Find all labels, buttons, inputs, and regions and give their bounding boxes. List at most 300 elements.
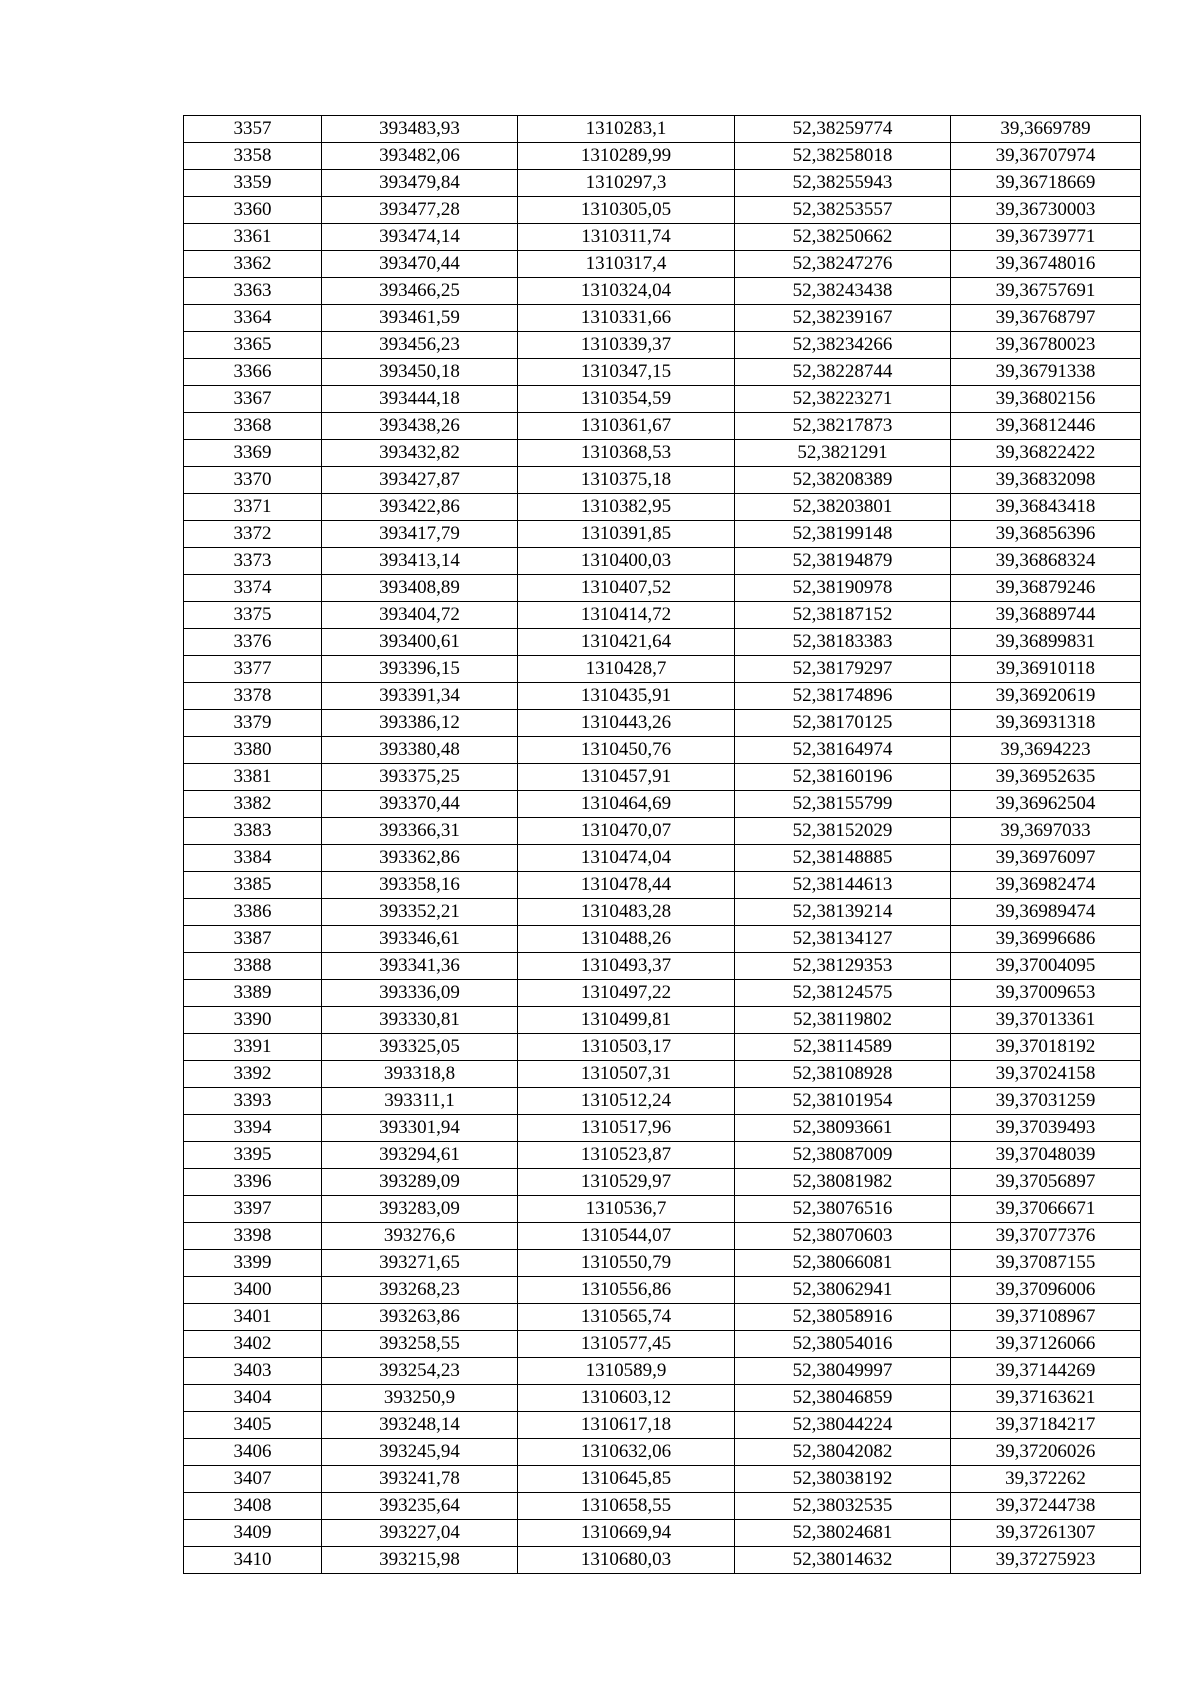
- y-coordinate-cell: 1310669,94: [518, 1520, 735, 1547]
- point-number-cell: 3367: [184, 386, 322, 413]
- y-coordinate-cell: 1310391,85: [518, 521, 735, 548]
- longitude-cell: 39,37206026: [951, 1439, 1141, 1466]
- y-coordinate-cell: 1310577,45: [518, 1331, 735, 1358]
- point-number-cell: 3358: [184, 143, 322, 170]
- x-coordinate-cell: 393330,81: [322, 1007, 518, 1034]
- point-number-cell: 3382: [184, 791, 322, 818]
- x-coordinate-cell: 393241,78: [322, 1466, 518, 1493]
- latitude-cell: 52,38038192: [735, 1466, 951, 1493]
- table-row: [184, 953, 1141, 980]
- point-number-cell: 3360: [184, 197, 322, 224]
- y-coordinate-cell: 1310305,05: [518, 197, 735, 224]
- x-coordinate-cell: 393370,44: [322, 791, 518, 818]
- y-coordinate-cell: 1310483,28: [518, 899, 735, 926]
- point-number-cell: 3398: [184, 1223, 322, 1250]
- point-number-cell: 3386: [184, 899, 322, 926]
- longitude-cell: 39,3669789: [951, 116, 1141, 143]
- x-coordinate-cell: 393318,8: [322, 1061, 518, 1088]
- point-number-cell: 3388: [184, 953, 322, 980]
- y-coordinate-cell: 1310529,97: [518, 1169, 735, 1196]
- point-number-cell: 3400: [184, 1277, 322, 1304]
- latitude-cell: 52,38087009: [735, 1142, 951, 1169]
- x-coordinate-cell: 393438,26: [322, 413, 518, 440]
- point-number-cell: 3380: [184, 737, 322, 764]
- x-coordinate-cell: 393336,09: [322, 980, 518, 1007]
- x-coordinate-cell: 393432,82: [322, 440, 518, 467]
- x-coordinate-cell: 393362,86: [322, 845, 518, 872]
- latitude-cell: 52,38046859: [735, 1385, 951, 1412]
- y-coordinate-cell: 1310283,1: [518, 116, 735, 143]
- x-coordinate-cell: 393396,15: [322, 656, 518, 683]
- longitude-cell: 39,37126066: [951, 1331, 1141, 1358]
- longitude-cell: 39,36739771: [951, 224, 1141, 251]
- x-coordinate-cell: 393391,34: [322, 683, 518, 710]
- point-number-cell: 3404: [184, 1385, 322, 1412]
- table-row: [184, 386, 1141, 413]
- latitude-cell: 52,38253557: [735, 197, 951, 224]
- latitude-cell: 52,38049997: [735, 1358, 951, 1385]
- longitude-cell: 39,36879246: [951, 575, 1141, 602]
- point-number-cell: 3361: [184, 224, 322, 251]
- x-coordinate-cell: 393466,25: [322, 278, 518, 305]
- latitude-cell: 52,38208389: [735, 467, 951, 494]
- point-number-cell: 3379: [184, 710, 322, 737]
- table-row: [184, 1250, 1141, 1277]
- longitude-cell: 39,36996686: [951, 926, 1141, 953]
- point-number-cell: 3368: [184, 413, 322, 440]
- longitude-cell: 39,36822422: [951, 440, 1141, 467]
- point-number-cell: 3399: [184, 1250, 322, 1277]
- longitude-cell: 39,36802156: [951, 386, 1141, 413]
- table-row: [184, 575, 1141, 602]
- table-row: [184, 1223, 1141, 1250]
- point-number-cell: 3390: [184, 1007, 322, 1034]
- y-coordinate-cell: 1310464,69: [518, 791, 735, 818]
- y-coordinate-cell: 1310400,03: [518, 548, 735, 575]
- y-coordinate-cell: 1310421,64: [518, 629, 735, 656]
- y-coordinate-cell: 1310361,67: [518, 413, 735, 440]
- latitude-cell: 52,38187152: [735, 602, 951, 629]
- point-number-cell: 3389: [184, 980, 322, 1007]
- latitude-cell: 52,38258018: [735, 143, 951, 170]
- table-row: [184, 710, 1141, 737]
- table-row: [184, 1547, 1141, 1574]
- y-coordinate-cell: 1310493,37: [518, 953, 735, 980]
- x-coordinate-cell: 393404,72: [322, 602, 518, 629]
- longitude-cell: 39,36843418: [951, 494, 1141, 521]
- y-coordinate-cell: 1310550,79: [518, 1250, 735, 1277]
- point-number-cell: 3381: [184, 764, 322, 791]
- x-coordinate-cell: 393248,14: [322, 1412, 518, 1439]
- table-row: [184, 440, 1141, 467]
- x-coordinate-cell: 393386,12: [322, 710, 518, 737]
- point-number-cell: 3385: [184, 872, 322, 899]
- x-coordinate-cell: 393276,6: [322, 1223, 518, 1250]
- x-coordinate-cell: 393235,64: [322, 1493, 518, 1520]
- longitude-cell: 39,37244738: [951, 1493, 1141, 1520]
- coordinates-table-body: [184, 116, 1141, 1574]
- y-coordinate-cell: 1310407,52: [518, 575, 735, 602]
- latitude-cell: 52,38093661: [735, 1115, 951, 1142]
- x-coordinate-cell: 393250,9: [322, 1385, 518, 1412]
- x-coordinate-cell: 393283,09: [322, 1196, 518, 1223]
- table-row: [184, 602, 1141, 629]
- longitude-cell: 39,36780023: [951, 332, 1141, 359]
- latitude-cell: 52,38223271: [735, 386, 951, 413]
- table-row: [184, 656, 1141, 683]
- x-coordinate-cell: 393380,48: [322, 737, 518, 764]
- table-row: [184, 1358, 1141, 1385]
- table-row: [184, 251, 1141, 278]
- y-coordinate-cell: 1310589,9: [518, 1358, 735, 1385]
- latitude-cell: 52,38174896: [735, 683, 951, 710]
- latitude-cell: 52,38081982: [735, 1169, 951, 1196]
- longitude-cell: 39,36832098: [951, 467, 1141, 494]
- table-row: [184, 332, 1141, 359]
- longitude-cell: 39,3697033: [951, 818, 1141, 845]
- x-coordinate-cell: 393422,86: [322, 494, 518, 521]
- latitude-cell: 52,38032535: [735, 1493, 951, 1520]
- latitude-cell: 52,38058916: [735, 1304, 951, 1331]
- latitude-cell: 52,38255943: [735, 170, 951, 197]
- longitude-cell: 39,37261307: [951, 1520, 1141, 1547]
- x-coordinate-cell: 393417,79: [322, 521, 518, 548]
- point-number-cell: 3369: [184, 440, 322, 467]
- latitude-cell: 52,38062941: [735, 1277, 951, 1304]
- point-number-cell: 3410: [184, 1547, 322, 1574]
- x-coordinate-cell: 393301,94: [322, 1115, 518, 1142]
- table-row: [184, 926, 1141, 953]
- table-row: [184, 521, 1141, 548]
- point-number-cell: 3401: [184, 1304, 322, 1331]
- longitude-cell: 39,36889744: [951, 602, 1141, 629]
- latitude-cell: 52,38044224: [735, 1412, 951, 1439]
- longitude-cell: 39,36791338: [951, 359, 1141, 386]
- longitude-cell: 39,3694223: [951, 737, 1141, 764]
- longitude-cell: 39,37056897: [951, 1169, 1141, 1196]
- latitude-cell: 52,38234266: [735, 332, 951, 359]
- y-coordinate-cell: 1310523,87: [518, 1142, 735, 1169]
- point-number-cell: 3362: [184, 251, 322, 278]
- table-row: [184, 1034, 1141, 1061]
- table-row: [184, 1412, 1141, 1439]
- y-coordinate-cell: 1310488,26: [518, 926, 735, 953]
- y-coordinate-cell: 1310499,81: [518, 1007, 735, 1034]
- table-row: [184, 1493, 1141, 1520]
- table-row: [184, 872, 1141, 899]
- longitude-cell: 39,36718669: [951, 170, 1141, 197]
- latitude-cell: 52,38243438: [735, 278, 951, 305]
- table-row: [184, 116, 1141, 143]
- y-coordinate-cell: 1310645,85: [518, 1466, 735, 1493]
- point-number-cell: 3407: [184, 1466, 322, 1493]
- longitude-cell: 39,37087155: [951, 1250, 1141, 1277]
- x-coordinate-cell: 393483,93: [322, 116, 518, 143]
- table-row: [184, 845, 1141, 872]
- latitude-cell: 52,38217873: [735, 413, 951, 440]
- y-coordinate-cell: 1310632,06: [518, 1439, 735, 1466]
- longitude-cell: 39,37039493: [951, 1115, 1141, 1142]
- x-coordinate-cell: 393227,04: [322, 1520, 518, 1547]
- y-coordinate-cell: 1310311,74: [518, 224, 735, 251]
- x-coordinate-cell: 393294,61: [322, 1142, 518, 1169]
- x-coordinate-cell: 393482,06: [322, 143, 518, 170]
- point-number-cell: 3364: [184, 305, 322, 332]
- latitude-cell: 52,38170125: [735, 710, 951, 737]
- latitude-cell: 52,38160196: [735, 764, 951, 791]
- latitude-cell: 52,38194879: [735, 548, 951, 575]
- longitude-cell: 39,36812446: [951, 413, 1141, 440]
- longitude-cell: 39,37004095: [951, 953, 1141, 980]
- y-coordinate-cell: 1310617,18: [518, 1412, 735, 1439]
- longitude-cell: 39,36931318: [951, 710, 1141, 737]
- table-row: [184, 197, 1141, 224]
- x-coordinate-cell: 393311,1: [322, 1088, 518, 1115]
- y-coordinate-cell: 1310457,91: [518, 764, 735, 791]
- point-number-cell: 3383: [184, 818, 322, 845]
- x-coordinate-cell: 393444,18: [322, 386, 518, 413]
- table-row: [184, 278, 1141, 305]
- table-row: [184, 818, 1141, 845]
- table-row: [184, 1115, 1141, 1142]
- point-number-cell: 3395: [184, 1142, 322, 1169]
- point-number-cell: 3384: [184, 845, 322, 872]
- longitude-cell: 39,36899831: [951, 629, 1141, 656]
- point-number-cell: 3374: [184, 575, 322, 602]
- x-coordinate-cell: 393268,23: [322, 1277, 518, 1304]
- longitude-cell: 39,36962504: [951, 791, 1141, 818]
- longitude-cell: 39,37163621: [951, 1385, 1141, 1412]
- x-coordinate-cell: 393289,09: [322, 1169, 518, 1196]
- longitude-cell: 39,37275923: [951, 1547, 1141, 1574]
- latitude-cell: 52,38164974: [735, 737, 951, 764]
- latitude-cell: 52,38190978: [735, 575, 951, 602]
- table-row: [184, 737, 1141, 764]
- x-coordinate-cell: 393479,84: [322, 170, 518, 197]
- y-coordinate-cell: 1310382,95: [518, 494, 735, 521]
- longitude-cell: 39,36856396: [951, 521, 1141, 548]
- longitude-cell: 39,37018192: [951, 1034, 1141, 1061]
- y-coordinate-cell: 1310536,7: [518, 1196, 735, 1223]
- table-row: [184, 1088, 1141, 1115]
- x-coordinate-cell: 393325,05: [322, 1034, 518, 1061]
- point-number-cell: 3396: [184, 1169, 322, 1196]
- longitude-cell: 39,37031259: [951, 1088, 1141, 1115]
- y-coordinate-cell: 1310680,03: [518, 1547, 735, 1574]
- latitude-cell: 52,38179297: [735, 656, 951, 683]
- table-row: [184, 1007, 1141, 1034]
- latitude-cell: 52,38152029: [735, 818, 951, 845]
- point-number-cell: 3387: [184, 926, 322, 953]
- latitude-cell: 52,38199148: [735, 521, 951, 548]
- x-coordinate-cell: 393450,18: [322, 359, 518, 386]
- point-number-cell: 3397: [184, 1196, 322, 1223]
- x-coordinate-cell: 393263,86: [322, 1304, 518, 1331]
- longitude-cell: 39,36982474: [951, 872, 1141, 899]
- latitude-cell: 52,38076516: [735, 1196, 951, 1223]
- latitude-cell: 52,38203801: [735, 494, 951, 521]
- y-coordinate-cell: 1310368,53: [518, 440, 735, 467]
- y-coordinate-cell: 1310324,04: [518, 278, 735, 305]
- longitude-cell: 39,372262: [951, 1466, 1141, 1493]
- table-row: [184, 1142, 1141, 1169]
- longitude-cell: 39,36910118: [951, 656, 1141, 683]
- table-row: [184, 1331, 1141, 1358]
- y-coordinate-cell: 1310603,12: [518, 1385, 735, 1412]
- y-coordinate-cell: 1310443,26: [518, 710, 735, 737]
- y-coordinate-cell: 1310414,72: [518, 602, 735, 629]
- point-number-cell: 3409: [184, 1520, 322, 1547]
- y-coordinate-cell: 1310512,24: [518, 1088, 735, 1115]
- y-coordinate-cell: 1310470,07: [518, 818, 735, 845]
- longitude-cell: 39,36768797: [951, 305, 1141, 332]
- latitude-cell: 52,38239167: [735, 305, 951, 332]
- point-number-cell: 3357: [184, 116, 322, 143]
- y-coordinate-cell: 1310297,3: [518, 170, 735, 197]
- x-coordinate-cell: 393474,14: [322, 224, 518, 251]
- longitude-cell: 39,36989474: [951, 899, 1141, 926]
- x-coordinate-cell: 393470,44: [322, 251, 518, 278]
- y-coordinate-cell: 1310497,22: [518, 980, 735, 1007]
- x-coordinate-cell: 393358,16: [322, 872, 518, 899]
- table-row: [184, 764, 1141, 791]
- point-number-cell: 3371: [184, 494, 322, 521]
- table-row: [184, 1277, 1141, 1304]
- latitude-cell: 52,38054016: [735, 1331, 951, 1358]
- table-row: [184, 899, 1141, 926]
- point-number-cell: 3377: [184, 656, 322, 683]
- longitude-cell: 39,36748016: [951, 251, 1141, 278]
- latitude-cell: 52,38247276: [735, 251, 951, 278]
- longitude-cell: 39,37009653: [951, 980, 1141, 1007]
- x-coordinate-cell: 393352,21: [322, 899, 518, 926]
- point-number-cell: 3403: [184, 1358, 322, 1385]
- x-coordinate-cell: 393271,65: [322, 1250, 518, 1277]
- point-number-cell: 3370: [184, 467, 322, 494]
- y-coordinate-cell: 1310317,4: [518, 251, 735, 278]
- y-coordinate-cell: 1310507,31: [518, 1061, 735, 1088]
- point-number-cell: 3405: [184, 1412, 322, 1439]
- point-number-cell: 3378: [184, 683, 322, 710]
- y-coordinate-cell: 1310339,37: [518, 332, 735, 359]
- latitude-cell: 52,38139214: [735, 899, 951, 926]
- point-number-cell: 3359: [184, 170, 322, 197]
- latitude-cell: 52,38155799: [735, 791, 951, 818]
- x-coordinate-cell: 393375,25: [322, 764, 518, 791]
- table-row: [184, 1466, 1141, 1493]
- longitude-cell: 39,37066671: [951, 1196, 1141, 1223]
- latitude-cell: 52,38144613: [735, 872, 951, 899]
- latitude-cell: 52,38259774: [735, 116, 951, 143]
- latitude-cell: 52,38183383: [735, 629, 951, 656]
- y-coordinate-cell: 1310428,7: [518, 656, 735, 683]
- longitude-cell: 39,36707974: [951, 143, 1141, 170]
- y-coordinate-cell: 1310544,07: [518, 1223, 735, 1250]
- table-row: [184, 1061, 1141, 1088]
- longitude-cell: 39,36976097: [951, 845, 1141, 872]
- y-coordinate-cell: 1310503,17: [518, 1034, 735, 1061]
- point-number-cell: 3402: [184, 1331, 322, 1358]
- x-coordinate-cell: 393254,23: [322, 1358, 518, 1385]
- latitude-cell: 52,3821291: [735, 440, 951, 467]
- x-coordinate-cell: 393427,87: [322, 467, 518, 494]
- point-number-cell: 3392: [184, 1061, 322, 1088]
- latitude-cell: 52,38070603: [735, 1223, 951, 1250]
- latitude-cell: 52,38250662: [735, 224, 951, 251]
- x-coordinate-cell: 393408,89: [322, 575, 518, 602]
- latitude-cell: 52,38101954: [735, 1088, 951, 1115]
- y-coordinate-cell: 1310658,55: [518, 1493, 735, 1520]
- point-number-cell: 3372: [184, 521, 322, 548]
- table-row: [184, 413, 1141, 440]
- y-coordinate-cell: 1310354,59: [518, 386, 735, 413]
- table-row: [184, 170, 1141, 197]
- table-row: [184, 1169, 1141, 1196]
- latitude-cell: 52,38148885: [735, 845, 951, 872]
- point-number-cell: 3365: [184, 332, 322, 359]
- table-row: [184, 224, 1141, 251]
- x-coordinate-cell: 393346,61: [322, 926, 518, 953]
- table-row: [184, 359, 1141, 386]
- x-coordinate-cell: 393258,55: [322, 1331, 518, 1358]
- table-row: [184, 1439, 1141, 1466]
- table-row: [184, 1196, 1141, 1223]
- table-row: [184, 1520, 1141, 1547]
- y-coordinate-cell: 1310331,66: [518, 305, 735, 332]
- y-coordinate-cell: 1310450,76: [518, 737, 735, 764]
- longitude-cell: 39,37184217: [951, 1412, 1141, 1439]
- latitude-cell: 52,38024681: [735, 1520, 951, 1547]
- point-number-cell: 3393: [184, 1088, 322, 1115]
- longitude-cell: 39,37144269: [951, 1358, 1141, 1385]
- longitude-cell: 39,36868324: [951, 548, 1141, 575]
- point-number-cell: 3366: [184, 359, 322, 386]
- y-coordinate-cell: 1310565,74: [518, 1304, 735, 1331]
- x-coordinate-cell: 393215,98: [322, 1547, 518, 1574]
- latitude-cell: 52,38129353: [735, 953, 951, 980]
- point-number-cell: 3363: [184, 278, 322, 305]
- table-row: [184, 305, 1141, 332]
- x-coordinate-cell: 393461,59: [322, 305, 518, 332]
- table-row: [184, 629, 1141, 656]
- table-row: [184, 980, 1141, 1007]
- longitude-cell: 39,37013361: [951, 1007, 1141, 1034]
- y-coordinate-cell: 1310478,44: [518, 872, 735, 899]
- x-coordinate-cell: 393341,36: [322, 953, 518, 980]
- y-coordinate-cell: 1310375,18: [518, 467, 735, 494]
- y-coordinate-cell: 1310556,86: [518, 1277, 735, 1304]
- longitude-cell: 39,37048039: [951, 1142, 1141, 1169]
- point-number-cell: 3408: [184, 1493, 322, 1520]
- x-coordinate-cell: 393400,61: [322, 629, 518, 656]
- x-coordinate-cell: 393477,28: [322, 197, 518, 224]
- point-number-cell: 3391: [184, 1034, 322, 1061]
- longitude-cell: 39,37108967: [951, 1304, 1141, 1331]
- x-coordinate-cell: 393456,23: [322, 332, 518, 359]
- longitude-cell: 39,37077376: [951, 1223, 1141, 1250]
- table-row: [184, 548, 1141, 575]
- table-row: [184, 791, 1141, 818]
- table-row: [184, 494, 1141, 521]
- longitude-cell: 39,37024158: [951, 1061, 1141, 1088]
- longitude-cell: 39,37096006: [951, 1277, 1141, 1304]
- y-coordinate-cell: 1310474,04: [518, 845, 735, 872]
- y-coordinate-cell: 1310347,15: [518, 359, 735, 386]
- y-coordinate-cell: 1310289,99: [518, 143, 735, 170]
- point-number-cell: 3376: [184, 629, 322, 656]
- latitude-cell: 52,38134127: [735, 926, 951, 953]
- y-coordinate-cell: 1310435,91: [518, 683, 735, 710]
